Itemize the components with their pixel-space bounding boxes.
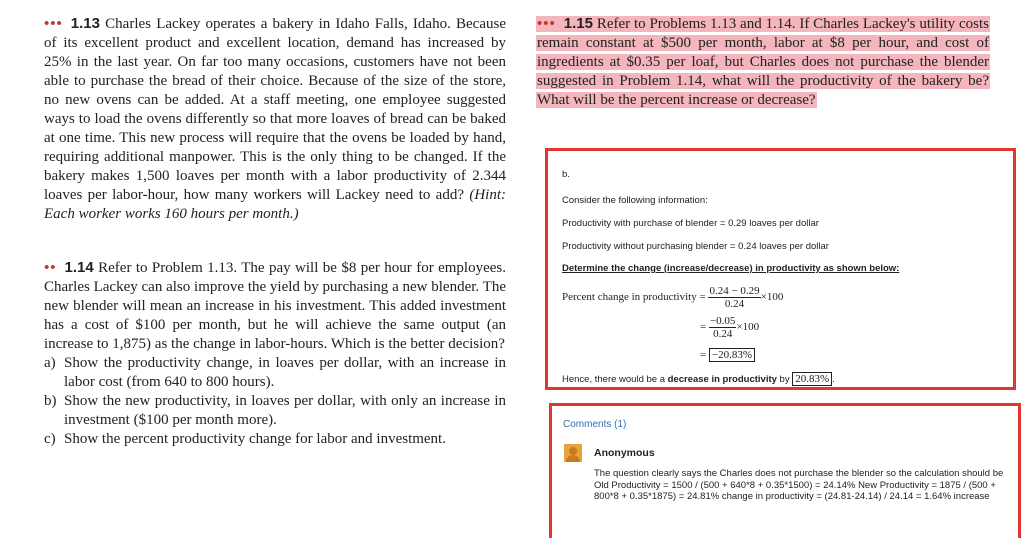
- problem-number: 1.15: [563, 15, 593, 32]
- problem-text: Refer to Problem 1.13. The pay will be $8 per hour for employees. Charles Lackey can also improve the yield by purchasing a new blender. The new blender will mean an increase in his investment. This added investment has a cost of $100 per month, but he will achieve the same output (an increase to 1,875) as the change in labor-hours. Which is the better decision?: [44, 260, 506, 352]
- conclusion-text: by: [776, 374, 793, 385]
- multiplier: ×100: [760, 291, 784, 304]
- difficulty-dots: •••: [537, 16, 556, 32]
- fraction-numerator: −0.05: [709, 315, 736, 327]
- problem-1-14: [44, 258, 506, 449]
- solution-intro: Consider the following information:: [562, 195, 708, 206]
- left-column: [44, 14, 506, 449]
- sub-question-text: Show the percent productivity change for labor and investment.: [64, 431, 446, 447]
- sub-question-label: c): [44, 431, 56, 447]
- solution-conclusion: Hence, there would be a decrease in productivity by 20.83% .: [562, 373, 835, 385]
- sub-question-label: a): [44, 355, 56, 371]
- problem-number: 1.13: [70, 15, 100, 32]
- solution-part-label: b.: [562, 169, 570, 180]
- comment-text: The question clearly says the Charles does not purchase the blender so the calculation should be Old Productivity = 1500 / (500 + 640*8 + 0.35*1500) = 24.14% New Productivity = 1875 / (500 + 800*8 + 0.35*1875) = 24.81% change in productivity = (24.81-24.14) / 24.14 = 1.64% increase: [594, 468, 1004, 502]
- problem-1-15: [536, 14, 990, 110]
- fraction: [708, 285, 760, 310]
- comments-count-link[interactable]: Comments (1): [563, 419, 627, 430]
- comments-box: [549, 403, 1021, 538]
- equation-line-1: Percent change in productivity = $\frac{0.24 - 0.29}{0.24}$ ×100: [562, 285, 784, 310]
- sub-question: [44, 354, 506, 392]
- problem-text: Refer to Problems 1.13 and 1.14. If Charles Lackey's utility costs remain constant at $500 per month, labor at $8 per hour, and cost of ingredients at $0.35 per loaf, but Charles does not purchase the blender suggested in Problem 1.14, what will the productivity of the bakery be? What will be the percent increase or decrease?: [537, 16, 989, 108]
- conclusion-emphasis: decrease in productivity: [667, 374, 777, 385]
- fraction-denominator: 0.24: [724, 298, 745, 310]
- equation-label: Percent change in productivity: [562, 291, 697, 304]
- sub-question-text: Show the new productivity, in loaves per dollar, with only an increase in investment ($100 per month more).: [64, 393, 506, 428]
- solution-box: [545, 148, 1016, 390]
- productivity-without-blender: Productivity without purchasing blender = 0.24 loaves per dollar: [562, 241, 829, 252]
- fraction-denominator: 0.24: [713, 328, 733, 340]
- solution-heading: Determine the change (increase/decrease) in productivity as shown below:: [562, 263, 900, 274]
- conclusion-value: 20.83%: [792, 372, 832, 386]
- user-avatar-icon: [564, 444, 582, 462]
- problem-1-13: [44, 14, 506, 224]
- sub-question-label: b): [44, 393, 57, 409]
- problem-text: Charles Lackey operates a bakery in Idaho Falls, Idaho. Because of its excellent product and excellent location, demand has increased by 25% in the last year. On far too many occasions, customers have not been able to purchase the bread of their choice. Because of the size of the store, no new ovens can be added. At a staff meeting, one employee suggested ways to load the ovens differently so that more loaves of bread can be baked at one time. This new process will require that the ovens be loaded by hand, requiring additional manpower. This is the only thing to be changed. If the bakery makes 1,500 loaves per month with a labor productivity of 2.344 loaves per labor-hour, how many workers will Lackey need to add?: [44, 16, 506, 203]
- equation-line-3: = −20.83%: [700, 349, 755, 361]
- problem-hint: (Hint: Each worker works 160 hours per month.): [44, 187, 506, 222]
- multiplier: ×100: [736, 321, 760, 334]
- sub-question-text: Show the productivity change, in loaves per dollar, with an increase in labor cost (from 640 to 800 hours).: [64, 355, 506, 390]
- result-value: −20.83%: [709, 348, 755, 362]
- problem-number: 1.14: [64, 259, 94, 276]
- productivity-with-blender: Productivity with purchase of blender = 0.29 loaves per dollar: [562, 218, 819, 229]
- difficulty-dots: •••: [44, 16, 63, 32]
- conclusion-text: Hence, there would be a: [562, 374, 668, 385]
- sub-question: [44, 392, 506, 430]
- sub-question-list: [44, 354, 506, 449]
- sub-question: [44, 430, 506, 449]
- fraction-numerator: 0.24 − 0.29: [709, 285, 760, 297]
- comment-author: Anonymous: [594, 447, 655, 459]
- equation-line-2: = $\frac{-0.05}{0.24}$ ×100: [700, 315, 760, 340]
- difficulty-dots: ••: [44, 260, 57, 276]
- fraction: [709, 315, 736, 340]
